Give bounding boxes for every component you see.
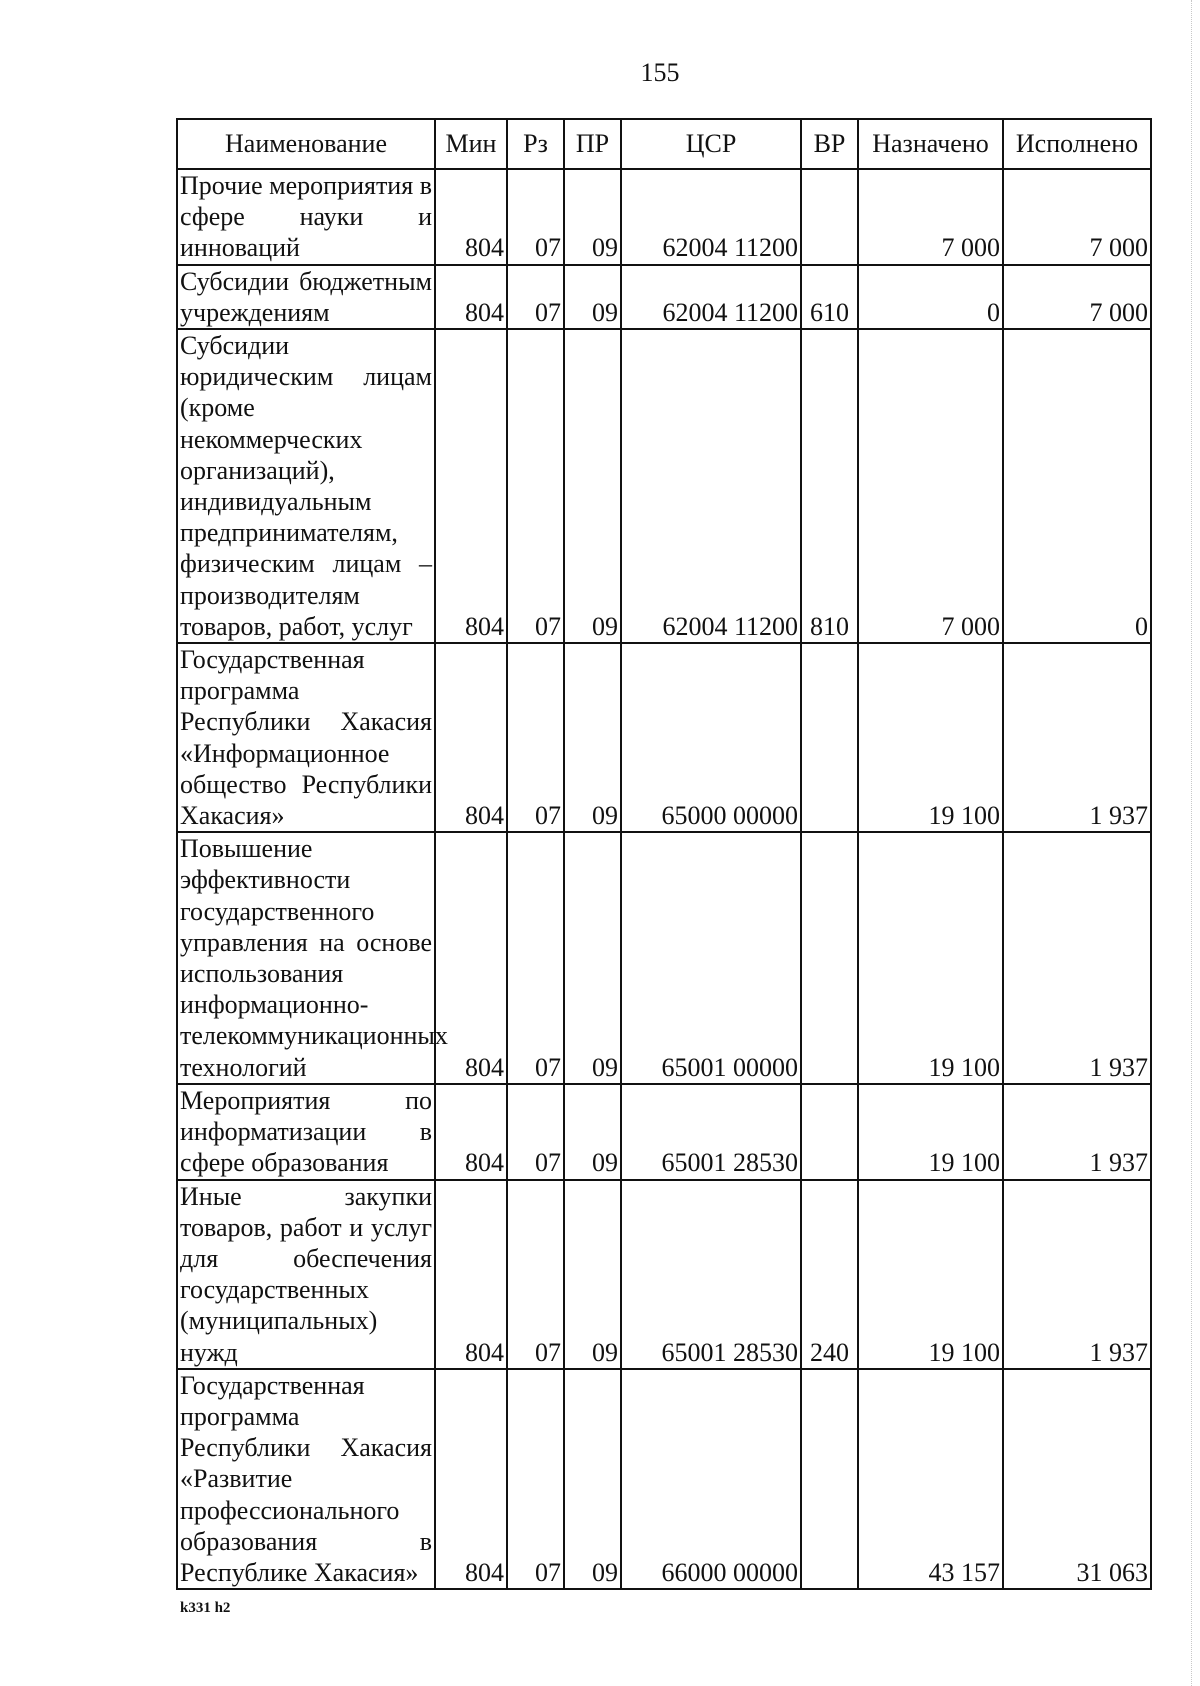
- header-pr: ПР: [564, 119, 621, 169]
- row-assigned: 7 000: [858, 329, 1003, 643]
- table-row: [177, 832, 1151, 1084]
- table-row: [177, 265, 1151, 329]
- row-pr: 09: [564, 169, 621, 265]
- row-executed: 7 000: [1003, 265, 1151, 329]
- row-rz: 07: [507, 832, 564, 1084]
- row-vr: 240: [801, 1180, 858, 1369]
- row-pr: 09: [564, 1369, 621, 1589]
- row-rz: 07: [507, 1084, 564, 1180]
- row-assigned: 43 157: [858, 1369, 1003, 1589]
- table-row: [177, 643, 1151, 832]
- header-rz: Рз: [507, 119, 564, 169]
- header-min: Мин: [435, 119, 507, 169]
- row-assigned: 19 100: [858, 1180, 1003, 1369]
- row-min: 804: [435, 1180, 507, 1369]
- row-min: 804: [435, 832, 507, 1084]
- row-executed: 1 937: [1003, 643, 1151, 832]
- row-csr: 65001 28530: [621, 1180, 801, 1369]
- budget-table: [176, 118, 1152, 1590]
- row-csr: 65001 28530: [621, 1084, 801, 1180]
- row-executed: 31 063: [1003, 1369, 1151, 1589]
- row-vr: [801, 832, 858, 1084]
- row-rz: 07: [507, 329, 564, 643]
- row-min: 804: [435, 169, 507, 265]
- row-min: 804: [435, 265, 507, 329]
- table-row: [177, 1180, 1151, 1369]
- row-name: Государственная программа Республики Хакасия «Информационное общество Республики Хакасия»: [177, 643, 435, 832]
- document-code-footer: k331 h2: [180, 1600, 231, 1616]
- row-name: Иные закупки товаров, работ и услуг для обеспечения государственных (муниципальных) нужд: [177, 1180, 435, 1369]
- row-rz: 07: [507, 265, 564, 329]
- table-row: [177, 169, 1151, 265]
- row-assigned: 0: [858, 265, 1003, 329]
- row-assigned: 19 100: [858, 1084, 1003, 1180]
- row-min: 804: [435, 643, 507, 832]
- row-vr: 810: [801, 329, 858, 643]
- header-executed: Исполнено: [1003, 119, 1151, 169]
- row-name: Государственная программа Республики Хакасия «Развитие профессионального образования в Республике Хакасия»: [177, 1369, 435, 1589]
- row-rz: 07: [507, 1180, 564, 1369]
- row-min: 804: [435, 1084, 507, 1180]
- row-vr: [801, 1084, 858, 1180]
- row-rz: 07: [507, 169, 564, 265]
- row-pr: 09: [564, 265, 621, 329]
- row-assigned: 19 100: [858, 832, 1003, 1084]
- row-min: 804: [435, 1369, 507, 1589]
- row-executed: 0: [1003, 329, 1151, 643]
- row-csr: 62004 11200: [621, 265, 801, 329]
- row-rz: 07: [507, 643, 564, 832]
- row-csr: 65001 00000: [621, 832, 801, 1084]
- header-row: [177, 119, 1151, 169]
- row-name: Субсидии юридическим лицам (кроме некоммерческих организаций), индивидуальным предпринимателям, физическим лицам – производителям товаров, работ, услуг: [177, 329, 435, 643]
- row-vr: 610: [801, 265, 858, 329]
- row-assigned: 7 000: [858, 169, 1003, 265]
- row-executed: 7 000: [1003, 169, 1151, 265]
- row-csr: 66000 00000: [621, 1369, 801, 1589]
- row-vr: [801, 643, 858, 832]
- row-csr: 62004 11200: [621, 329, 801, 643]
- row-min: 804: [435, 329, 507, 643]
- row-pr: 09: [564, 643, 621, 832]
- header-vr: ВР: [801, 119, 858, 169]
- table-row: [177, 1369, 1151, 1589]
- row-name: Повышение эффективности государственного управления на основе использования информационно-телекоммуникационных технологий: [177, 832, 435, 1084]
- scan-edge-marks: [1191, 0, 1200, 1686]
- row-pr: 09: [564, 1084, 621, 1180]
- row-pr: 09: [564, 1180, 621, 1369]
- row-name: Субсидии бюджетным учреждениям: [177, 265, 435, 329]
- row-assigned: 19 100: [858, 643, 1003, 832]
- row-vr: [801, 1369, 858, 1589]
- page-number: 155: [640, 58, 680, 87]
- table-row: [177, 329, 1151, 643]
- row-executed: 1 937: [1003, 1084, 1151, 1180]
- row-csr: 62004 11200: [621, 169, 801, 265]
- row-csr: 65000 00000: [621, 643, 801, 832]
- header-name: Наименование: [177, 119, 435, 169]
- row-executed: 1 937: [1003, 1180, 1151, 1369]
- row-vr: [801, 169, 858, 265]
- row-executed: 1 937: [1003, 832, 1151, 1084]
- row-name: Прочие мероприятия в сфере науки и инноваций: [177, 169, 435, 265]
- row-pr: 09: [564, 832, 621, 1084]
- row-pr: 09: [564, 329, 621, 643]
- header-assigned: Назначено: [858, 119, 1003, 169]
- table-row: [177, 1084, 1151, 1180]
- row-name: Мероприятия по информатизации в сфере образования: [177, 1084, 435, 1180]
- row-rz: 07: [507, 1369, 564, 1589]
- header-csr: ЦСР: [621, 119, 801, 169]
